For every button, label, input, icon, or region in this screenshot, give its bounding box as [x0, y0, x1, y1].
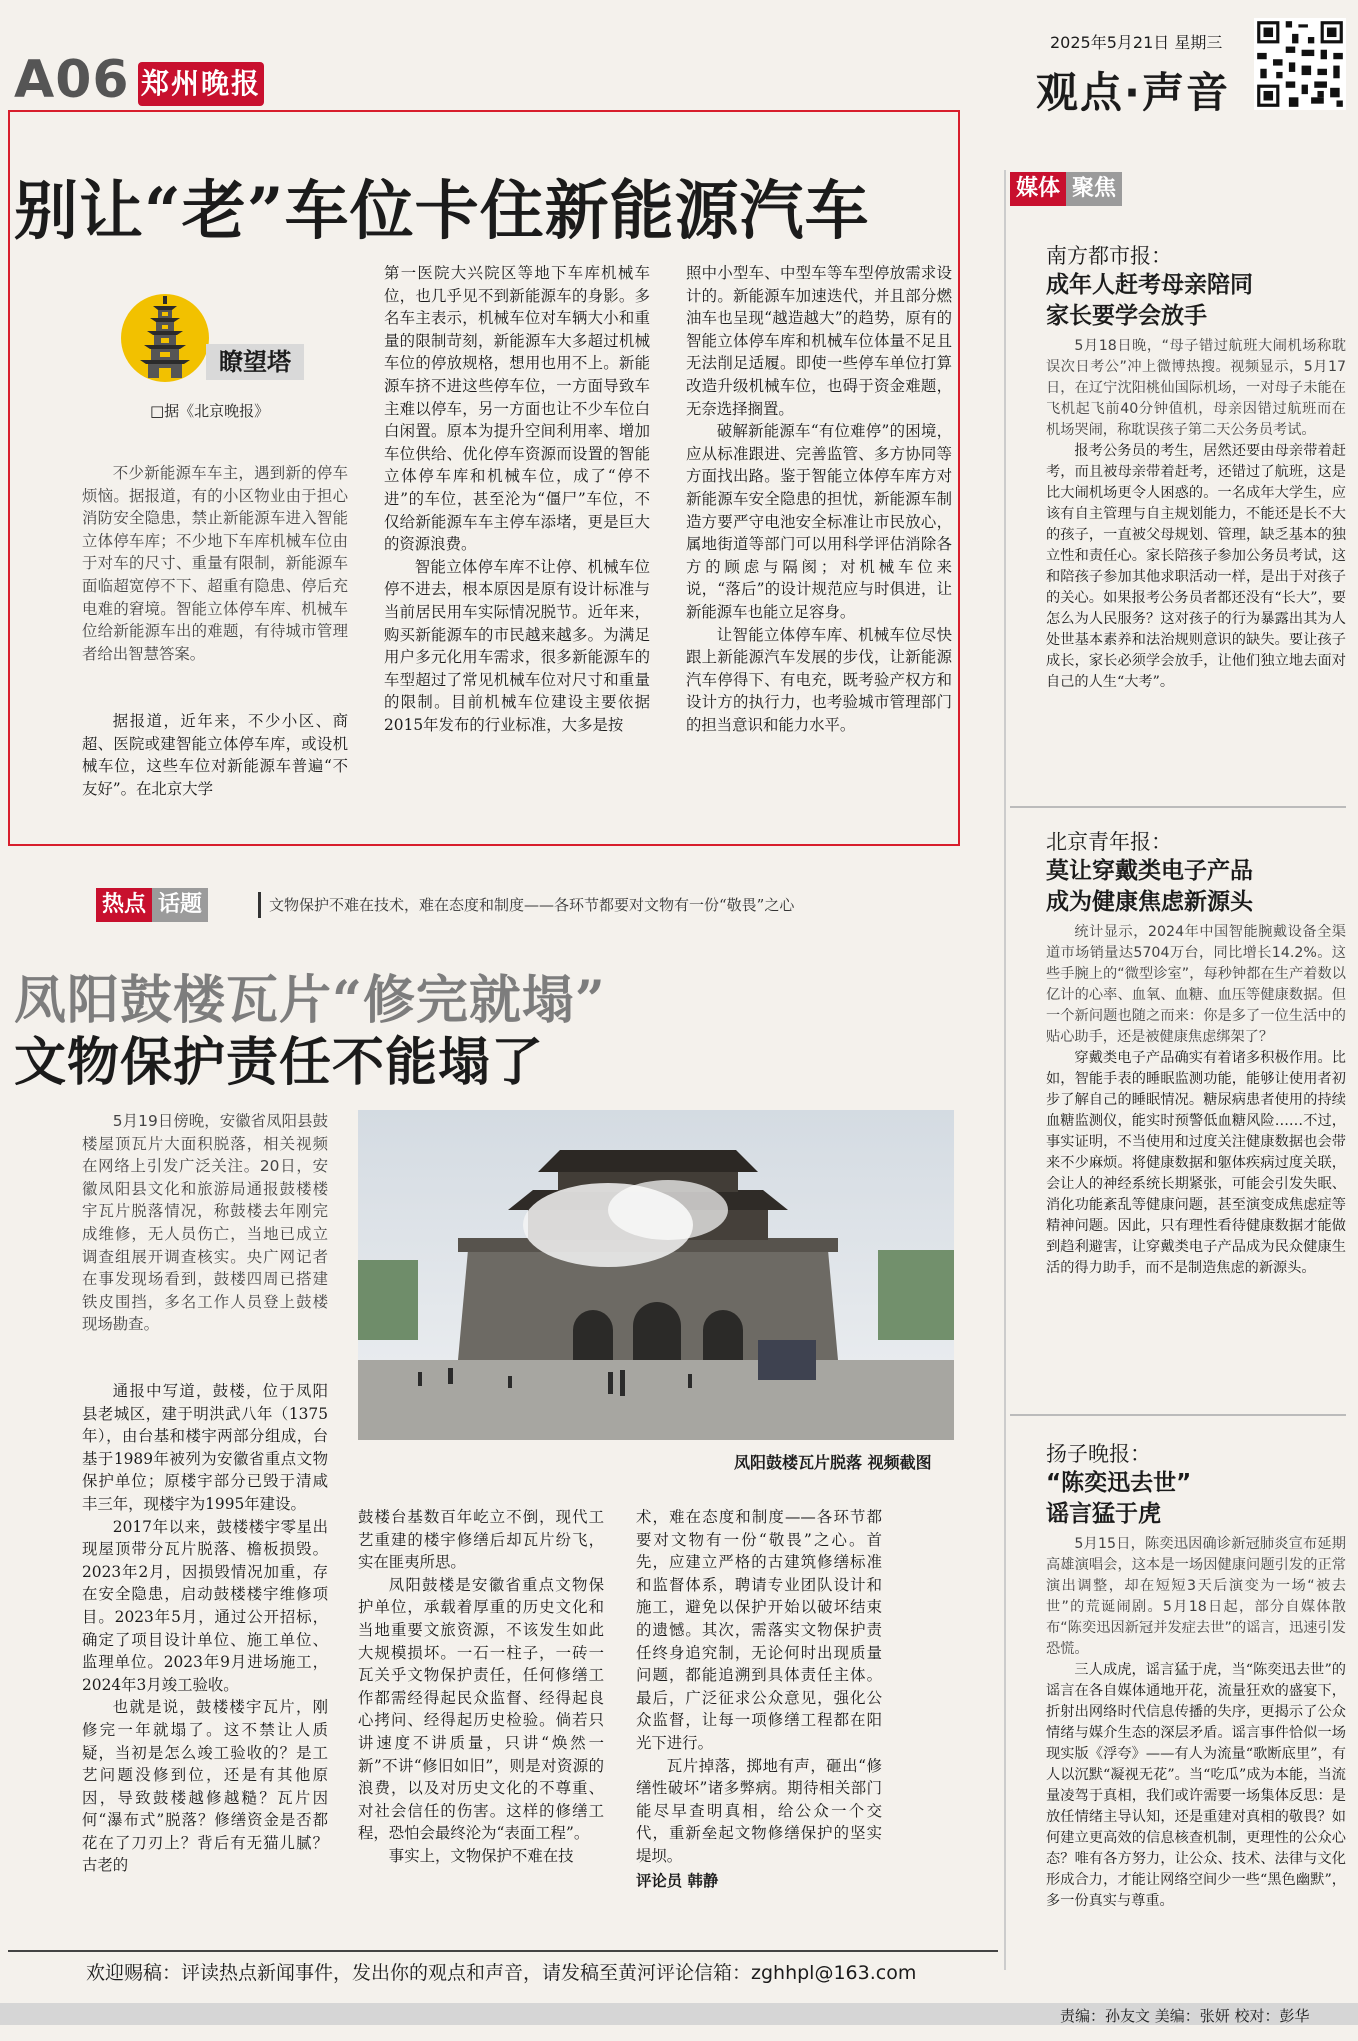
- drum-tower-photo[interactable]: [358, 1110, 954, 1440]
- sidebar-headline: 成年人赶考母亲陪同 家长要学会放手: [1046, 272, 1253, 329]
- sidebar-divider: [1004, 170, 1006, 1970]
- hot-headline-sub[interactable]: 文物保护责任不能塌了: [14, 1032, 545, 1093]
- sidebar-separator: [1010, 1414, 1346, 1416]
- hot-author: 评论员 韩静: [636, 1871, 719, 1890]
- lead-body-col2: 第一医院大兴院区等地下车库机械车位，也几乎见不到新能源车的身影。多名车主表示，机械车位对车辆大小和重量的限制苛刻，新能源车大多超过机械车位的停放规格，想用也用不上。新能源车挤不进这些停车位，一方面导致车主难以停车，另一方面也让不少车位白白闲置。原本为提升空间利用率、增加车位供给、优化停车资源而设置的智能立体停车库和机械车位，成了“停不进”的车位，甚至沦为“僵尸”车位，不仅给新能源车车主停车添堵，更是巨大的资源浪费。 智能立体停车库不让停、机械车位停不进去，根本原因是原有设计标准与当前居民用车实际情况脱节。近年来，购买新能源车的市民越来越多。为满足用户多元化用车需求，很多新能源车的车型超过了常见机械车位对尺寸和重量的限制。目前机械车位建设主要依据2015年发布的行业标准，大多是按: [384, 264, 650, 734]
- lead-body-col1: 据报道，近年来，不少小区、商超、医院或建智能立体停车库，或设机械车位，这些车位对新能源车普遍“不友好”。在北京大学: [82, 712, 348, 798]
- hot-headline-main[interactable]: 凤阳鼓楼瓦片“修完就塌”: [14, 970, 606, 1031]
- sidebar-summary: 统计显示，2024年中国智能腕戴设备全渠道市场销量达5704万台，同比增长14.2%。这些手腕上的“微型诊室”，每秒钟都在生产着数以亿计的心率、血氧、血糖、血压等健康数据。但一个新问题也随之而来：你是多了一位生活中的贴心助手，还是被健康焦虑绑架了？: [1046, 924, 1346, 1045]
- sidebar-item[interactable]: [1046, 240, 1346, 693]
- sidebar-body: 三人成虎，谣言猛于虎，当“陈奕迅去世”的谣言在各自媒体通地开花，流量狂欢的盛宴下，折射出网络时代信息传播的失序，更揭示了公众情绪与媒介生态的深层矛盾。谣言事件恰似一场现实版《浮夸》——有人为流量“歌断底里”，有人以沉默“凝视无花”。当“吃瓜”成为本能，当流量凌驾于真相，我们或许需要一场集体反思：是放任情绪主导认知，还是重建对真相的敬畏？如何建立更高效的信息核查机制，更理性的公众心态？唯有各方努力，让公众、技术、法律与文化形成合力，才能让网络空间少一些“黑色幽默”，多一份真实与尊重。: [1046, 1662, 1346, 1909]
- pagoda-icon: [118, 290, 212, 386]
- sidebar-item[interactable]: [1046, 1438, 1346, 1912]
- sidebar-source: 扬子晚报：: [1046, 1442, 1151, 1466]
- hot-kicker: 文物保护不难在技术，难在态度和制度——各环节都要对文物有一份“敬畏”之心: [258, 892, 967, 918]
- hot-body-col1: 通报中写道，鼓楼，位于凤阳县老城区，建于明洪武八年（1375年），由台基和楼宇两部分组成，台基于1989年被列为安徽省重点文物保护单位；原楼宇部分已毁于清咸丰三年，现楼宇为1995年建设。 2017年以来，鼓楼楼宇零星出现屋顶带分瓦片脱落、檐板损毁。2023年2月，因损毁情况加重，存在安全隐患，启动鼓楼楼宇维修项目。2023年5月，通过公开招标，确定了项目设计单位、施工单位、监理单位。2023年9月进场施工，2024年3月竣工验收。 也就是说，鼓楼楼宇瓦片，刚修完一年就塌了。这不禁让人质疑，当初是怎么竣工验收的？是工艺问题没修到位，还是有其他原因，导致鼓楼越修越糙？瓦片因何“瀑布式”脱落？修缮资金是否都花在了刀刃上？背后有无猫儿腻？古老的: [82, 1382, 328, 1875]
- sidebar-separator: [1010, 806, 1346, 808]
- sidebar-body: 穿戴类电子产品确实有着诸多积极作用。比如，智能手表的睡眠监测功能，能够让使用者初步了解自己的睡眠情况。糖尿病患者使用的持续血糖监测仪，能实时预警低血糖风险……不过，事实证明，不当使用和过度关注健康数据也会带来不少麻烦。将健康数据和躯体疾病过度关联，会让人的神经系统长期紧张，可能会引发失眠、消化功能紊乱等健康问题，甚至演变成焦虑症等精神问题。因此，只有理性看待健康数据才能做到趋利避害，让穿戴类电子产品成为民众健康生活的得力助手，而不是制造焦虑的新源头。: [1046, 1050, 1346, 1276]
- hot-summary: 5月19日傍晚，安徽省凤阳县鼓楼屋顶瓦片大面积脱落，相关视频在网络上引发广泛关注。20日，安徽凤阳县文化和旅游局通报鼓楼楼宇瓦片脱落情况，称鼓楼去年刚完成维修，无人员伤亡，当地已成立调查组展开调查核实。央广网记者在事发现场看到，鼓楼四周已搭建铁皮围挡，多名工作人员登上鼓楼现场勘查。: [82, 1112, 328, 1334]
- sidebar-headline: “陈奕迅去世” 谣言猛于虎: [1046, 1470, 1192, 1527]
- hot-body-col2: 鼓楼台基数百年屹立不倒，现代工艺重建的楼宇修缮后却瓦片纷飞，实在匪夷所思。 凤阳鼓楼是安徽省重点文物保护单位，承载着厚重的历史文化和当地重要文旅资源，不该发生如此大规模损坏。一石一柱子，一砖一瓦关乎文物保护责任，任何修缮工作都需经得起民众监督、经得起良心拷问、经得起历史检验。倘若只讲速度不讲质量，只讲“焕然一新”不讲“修旧如旧”，则是对资源的浪费，以及对历史文化的不尊重、对社会信任的伤害。这样的修缮工程，恐怕会最终沦为“表面工程”。 事实上，文物保护不难在技: [358, 1508, 604, 1865]
- hot-topic-tag: 热点 话题: [96, 888, 208, 922]
- issue-date: 2025年5月21日 星期三: [1050, 33, 1223, 52]
- sidebar-summary: 5月15日，陈奕迅因确诊新冠肺炎宣布延期高雄演唱会，这本是一场因健康问题引发的正常演出调整，却在短短3天后演变为一场“被去世”的荒诞闹剧。5月18日起，部分自媒体散布“陈奕迅因新冠并发症去世”的谣言，迅速引发恐慌。: [1046, 1536, 1346, 1657]
- masthead-logo: 郑州晚报: [138, 62, 264, 106]
- sidebar-headline: 莫让穿戴类电子产品 成为健康焦虑新源头: [1046, 858, 1253, 915]
- submission-note[interactable]: 欢迎赐稿：评读热点新闻事件，发出你的观点和声音，请发稿至黄河评论信箱：zghhpl@163.com: [86, 1962, 917, 1984]
- lead-body-col3: 照中小型车、中型车等车型停放需求设计的。新能源车加速迭代，并且部分燃油车也呈现“越造越大”的趋势，原有的智能立体停车库和机械车位体量不足且无法削足适履。即使一些停车单位打算改造升级机械车位，也碍于资金难题，无奈选择搁置。 破解新能源车“有位难停”的困境，应从标准跟进、完善监管、多方协同等方面找出路。鉴于智能立体停车库方对新能源车安全隐患的担忧，新能源车制造方要严守电池安全标准让市民放心，属地街道等部门可以用科学评估消除各方的顾虑与隔阂；对机械车位来说，“落后”的设计规范应与时俱进，让新能源车也能立足容身。 让智能立体停车库、机械车位尽快跟上新能源汽车发展的步伐，让新能源汽车停得下、有电充，既考验产权方和设计方的执行力，也考验城市管理部门的担当意识和能力水平。: [686, 264, 952, 734]
- hot-body-col3: 术，难在态度和制度——各环节都要对文物有一份“敬畏”之心。首先，应建立严格的古建筑修缮标准和监督体系，聘请专业团队设计和施工，避免以保护开始以破坏结束的遗憾。其次，需落实文物保护责任终身追究制，无论何时出现质量问题，都能追溯到具体责任主体。最后，广泛征求公众意见，强化公众监督，让每一项修缮工程都在阳光下进行。 瓦片掉落，掷地有声，砸出“修缮性破坏”诸多弊病。期待相关部门能尽早查明真相，给公众一个交代，重新垒起文物修缮保护的坚实堤坝。 评论员 韩静: [636, 1506, 882, 1892]
- photo-caption: 凤阳鼓楼瓦片脱落 视频截图: [734, 1453, 932, 1472]
- qr-code-icon[interactable]: [1254, 18, 1346, 110]
- lead-summary: 不少新能源车车主，遇到新的停车烦恼。据报道，有的小区物业由于担心消防安全隐患，禁止新能源车进入智能立体停车库；不少地下车库机械车位由于对车的尺寸、重量有限制，新能源车面临超宽停不下、超重有隐患、停后充电难的窘境。智能立体停车库、机械车位给新能源车出的难题，有待城市管理者给出智慧答案。: [82, 464, 348, 663]
- column-tag: 瞭望塔: [206, 344, 304, 380]
- sidebar-item[interactable]: [1046, 826, 1346, 1279]
- sidebar-body: 报考公务员的考生，居然还要由母亲带着赶考，而且被母亲带着赶考，还错过了航班，这是比大闹机场更令人困惑的。一名成年大学生，应该有自主管理与自主规划能力，不能还是长不大的孩子，一直被父母规划、管理，缺乏基本的独立性和责任心。家长陪孩子参加公务员考试，这和陪孩子参加其他求职活动一样，是出于对孩子的关心。如果报考公务员者都还没有“长大”，要怎么为人民服务？这对孩子的行为暴露出其为人处世基本素养和法治规则意识的缺失。要让孩子成长，家长必须学会放手，让他们独立地去面对自己的人生“大考”。: [1046, 443, 1346, 690]
- sidebar-source: 南方都市报：: [1046, 244, 1172, 268]
- footer-rule: [8, 1950, 998, 1952]
- media-focus-tag: 媒体 聚焦: [1010, 172, 1122, 206]
- sidebar-source: 北京青年报：: [1046, 830, 1172, 854]
- source-note: □据《北京晚报》: [150, 402, 270, 420]
- lead-headline[interactable]: 别让“老”车位卡住新能源汽车: [14, 174, 870, 249]
- sidebar-summary: 5月18日晚，“母子错过航班大闹机场称耽误次日考公”冲上微博热搜。视频显示，5月17日，在辽宁沈阳桃仙国际机场，一对母子未能在飞机起飞前40分钟值机，母亲因错过航班而在机场哭闹，称耽误孩子第二天公务员考试。: [1046, 338, 1346, 438]
- section-title: 观点·声音: [1036, 68, 1230, 117]
- editor-credits: 责编：孙友文 美编：张妍 校对：彭华: [1060, 2007, 1310, 2025]
- page-number: A06: [14, 50, 130, 110]
